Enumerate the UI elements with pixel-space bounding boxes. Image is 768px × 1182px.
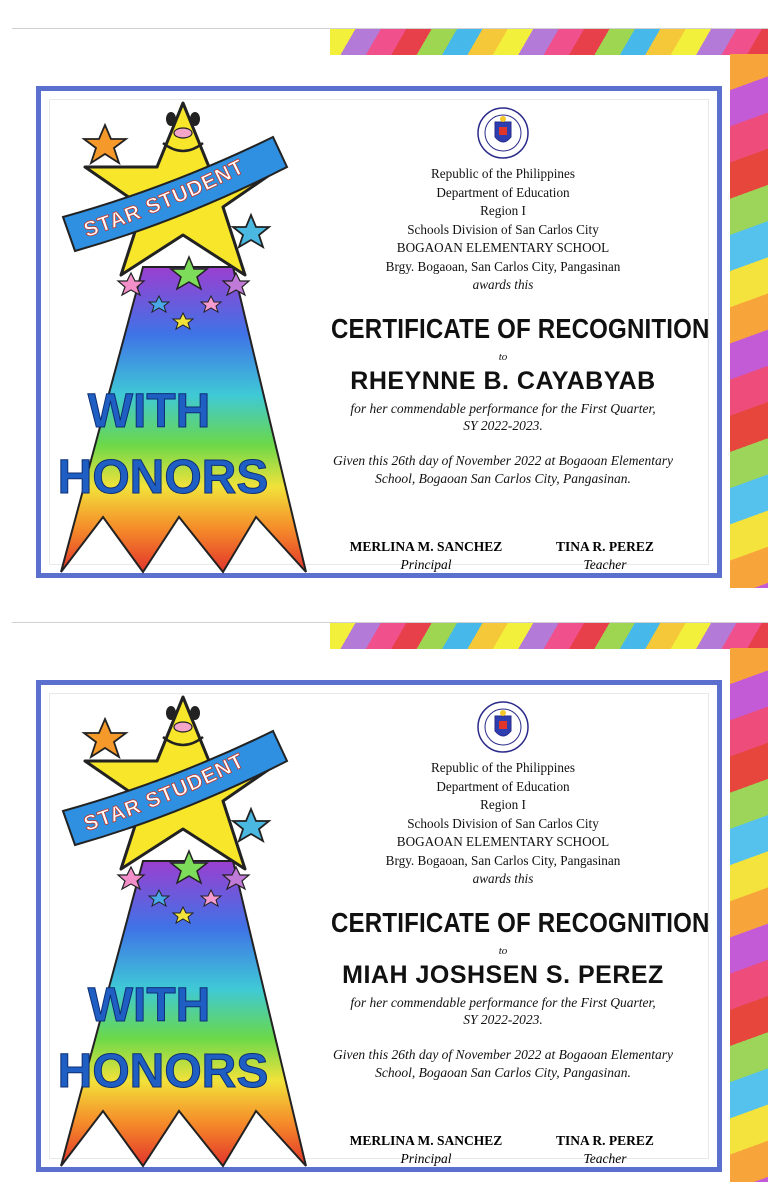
given-line-1: Given this 26th day of November 2022 at Bogaoan Elementary (332, 1046, 674, 1062)
given-line-1: Given this 26th day of November 2022 at Bogaoan Elementary (332, 452, 674, 468)
performance-line-1: for her commendable performance for the First Quarter, (350, 400, 656, 416)
signatory-principal (331, 539, 521, 573)
given-line-2: School, Bogaoan San Carlos City, Pangasinan. (375, 470, 631, 486)
badge-banner-text: STAR STUDENT (80, 749, 249, 836)
decorative-stripes-top (330, 623, 768, 649)
decorative-stripes-right (730, 54, 768, 588)
decorative-stripes-right (730, 648, 768, 1182)
badge-ribbon-word-2: HONORS (57, 1045, 269, 1098)
signatory-name: TINA R. PEREZ (556, 1133, 654, 1148)
badge-banner-text: STAR STUDENT (80, 155, 249, 242)
certificate-title: CERTIFICATE OF RECOGNITION (331, 906, 710, 938)
signatory-principal (331, 1133, 521, 1167)
signatory-teacher (535, 1133, 675, 1167)
decorative-stripes-top (330, 29, 768, 55)
certificate-content (303, 701, 710, 1082)
given-text (303, 452, 703, 488)
certificate-title: CERTIFICATE OF RECOGNITION (331, 312, 710, 344)
recipient-name: MIAH JOSHSEN S. PEREZ (342, 960, 664, 989)
header-line-division: Schools Division of San Carlos City (407, 815, 599, 831)
awards-this-text: awards this (472, 871, 534, 886)
signatory-role: Principal (400, 557, 452, 572)
header-line-department: Department of Education (436, 184, 570, 200)
header-line-region: Region I (480, 203, 526, 218)
header-line-division: Schools Division of San Carlos City (407, 221, 599, 237)
performance-line-1: for her commendable performance for the First Quarter, (350, 994, 656, 1010)
header-line-department: Department of Education (436, 778, 570, 794)
signatory-name: MERLINA M. SANCHEZ (349, 539, 503, 554)
header-line-republic: Republic of the Philippines (431, 166, 575, 181)
badge-ribbon-word-1: WITH (87, 979, 211, 1032)
performance-text (303, 400, 703, 434)
performance-line-2: SY 2022-2023. (463, 1011, 543, 1027)
badge-ribbon-word-2: HONORS (57, 451, 269, 504)
signatory-role: Principal (400, 1151, 452, 1166)
to-text: to (498, 944, 508, 957)
recipient-name: RHEYNNE B. CAYABYAB (350, 366, 656, 395)
header-line-school: BOGAOAN ELEMENTARY SCHOOL (396, 240, 610, 255)
header-line-address: Brgy. Bogaoan, San Carlos City, Pangasinan (385, 852, 621, 868)
header-line-region: Region I (480, 797, 526, 812)
certificate-frame (36, 86, 722, 578)
given-text (303, 1046, 703, 1082)
badge-ribbon-word-1: WITH (87, 385, 211, 438)
deped-seal-icon (477, 107, 529, 159)
star-student-badge-icon (51, 691, 313, 1181)
deped-seal-icon (477, 701, 529, 753)
header-line-school: BOGAOAN ELEMENTARY SCHOOL (396, 834, 610, 849)
certificate-page (0, 28, 768, 588)
performance-text (303, 994, 703, 1028)
header-line-address: Brgy. Bogaoan, San Carlos City, Pangasinan (385, 258, 621, 274)
performance-line-2: SY 2022-2023. (463, 417, 543, 433)
signatory-role: Teacher (583, 557, 627, 572)
signatory-role: Teacher (583, 1151, 627, 1166)
certificate-frame (36, 680, 722, 1172)
signatory-name: TINA R. PEREZ (556, 539, 654, 554)
certificate-page (0, 622, 768, 1182)
certificate-content (303, 107, 710, 488)
to-text: to (498, 350, 508, 363)
awards-this-text: awards this (472, 277, 534, 292)
signatory-name: MERLINA M. SANCHEZ (349, 1133, 503, 1148)
star-student-badge-icon (51, 97, 313, 587)
given-line-2: School, Bogaoan San Carlos City, Pangasinan. (375, 1064, 631, 1080)
signatory-teacher (535, 539, 675, 573)
header-line-republic: Republic of the Philippines (431, 760, 575, 775)
